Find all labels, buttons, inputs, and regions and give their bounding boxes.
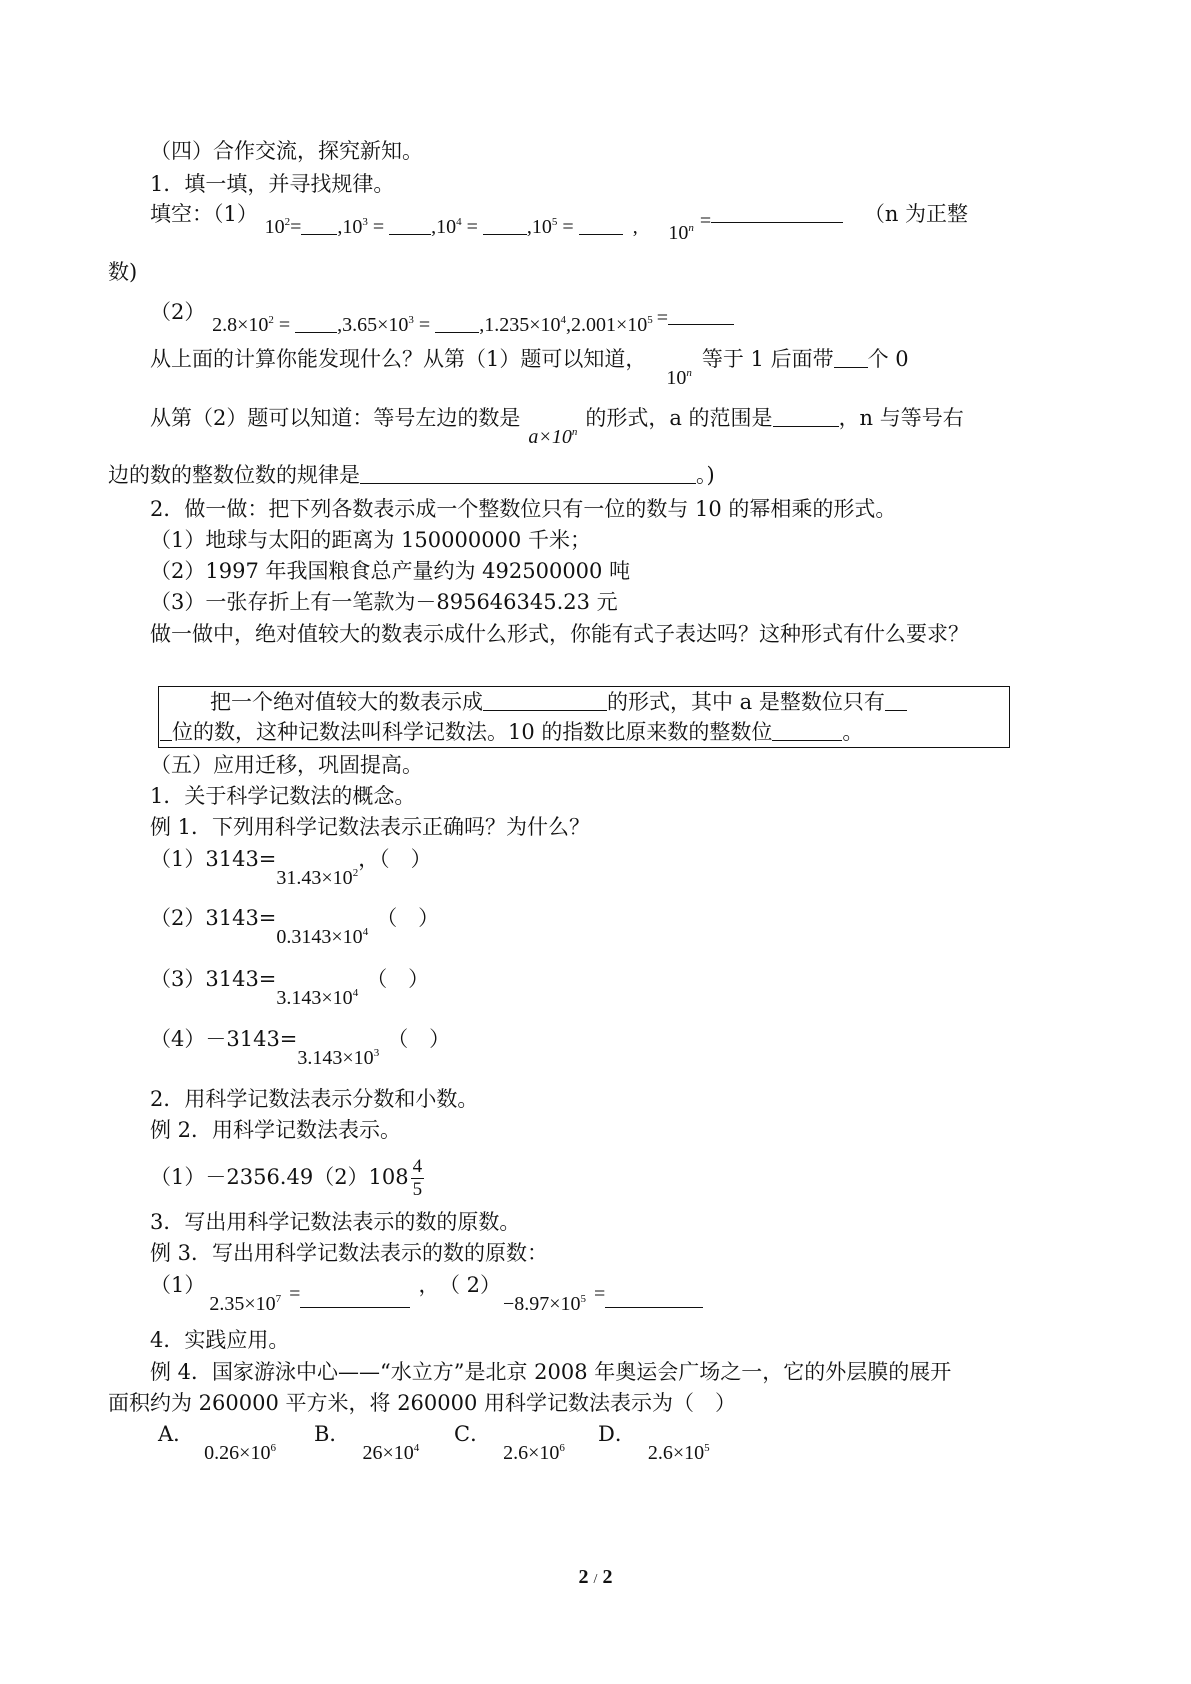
q2-item-2: （2）1997 年我国粮食总产量约为 492500000 吨 [150, 559, 631, 583]
subsection-3-title: 3．写出用科学记数法表示的数的原数。 [150, 1210, 521, 1234]
blank [605, 1287, 703, 1308]
blank [711, 202, 843, 223]
power-sequence: $10^2= ,10^3 = ,10^4 = ,10^5$ = , [264, 216, 638, 238]
math-expression: $26\times 10^4$ [362, 1442, 420, 1464]
blank [295, 312, 337, 333]
blank [483, 214, 527, 235]
choice-c: C．$2.6\times 10^6$ [454, 1420, 565, 1449]
math-expression: $31.43\times 10^2$ [276, 867, 359, 889]
ex3-line: $(1)2.35\times 10^7$ = ， （ $2)-8.97\times 10^5$ = [150, 1271, 703, 1308]
a-times-ten-to-n: $a\times 10^n$ [528, 426, 578, 448]
fill-line-1: 填空：（1） $10^2= ,10^3 = ,10^4 = ,10^5$ = , $10^n = (n$ 为正整 [150, 200, 968, 229]
math-expression: $2.35\times 10^7$ [209, 1293, 282, 1315]
ex1-item-1: $(1)3143=31.43\times 10^2$，（ ） [150, 845, 432, 874]
blank [300, 1287, 410, 1308]
blank [301, 214, 337, 235]
example-1-title: 例 1．下列用科学记数法表示正确吗？为什么？ [150, 815, 591, 839]
ex1-item-4: $(4)-3143=3.143\times 10^3$（ ） [150, 1025, 450, 1054]
n-positive-note: （n 为正整 [863, 202, 969, 226]
math-expression: $-8.97\times 10^5$ [502, 1293, 587, 1315]
choice-a: A．$0.26\times 10^6$ [158, 1420, 276, 1449]
decimal-power-sequence: $2.8\times 10^2 = ,3.65\times 10^3 = ,1.235\times 10^4,2.001\times 10^5$ = [212, 304, 734, 339]
fill-line-2 [150, 292, 734, 336]
example-4-line-2: 面积约为 260000 平方米，将 260000 用科学记数法表示为（ ） [108, 1391, 737, 1415]
choice-b: B．$26\times 10^4$ [314, 1420, 419, 1449]
blank [483, 690, 607, 711]
example-3-title: 例 3．写出用科学记数法表示的数的原数： [150, 1241, 549, 1265]
ex2-line: （1）－2356.49（2）108 $\frac{4}{5}$ [150, 1156, 423, 1200]
ten-to-n: 10$^n$ [666, 367, 692, 389]
fill-label-2: （2） [150, 300, 206, 324]
blank [772, 720, 842, 741]
blank [160, 720, 172, 741]
q2-question: 做一做中，绝对值较大的数表示成什么形式，你能有式子表达吗？这种形式有什么要求？ [150, 622, 969, 646]
blank [579, 214, 623, 235]
math-expression: $0.3143\times 10^4$ [276, 926, 369, 948]
blank [773, 406, 839, 427]
n-positive-note-cont: 数) [108, 260, 138, 284]
definition-line-2: 位的数，这种记数法叫科学记数法。10 的指数比原来数的整数位 。 [160, 718, 863, 746]
math-expression: $0.26\times 10^6$ [204, 1442, 276, 1464]
fill-label: 填空：（1） [150, 202, 258, 226]
definition-line-1: 把一个绝对值较大的数表示成 的形式，其中 a 是整数位只有 [210, 688, 907, 716]
subsection-1-title: 1．关于科学记数法的概念。 [150, 784, 416, 808]
example-4-line-1: 例 4．国家游泳中心——“水立方”是北京 2008 年奥运会广场之一，它的外层膜的展开 [150, 1360, 952, 1384]
math-expression: $3.143\times 10^3$ [297, 1047, 380, 1069]
page-number: 2 / 2 [578, 1566, 613, 1588]
ten-to-n: 10$^n$ [668, 222, 694, 244]
blank [885, 690, 907, 711]
choice-d: D．$2.6\times 10^5$ [598, 1420, 710, 1449]
question-2-title: 2．做一做：把下列各数表示成一个整数位只有一位的数与 10 的幂相乘的形式。 [150, 497, 897, 521]
blank [360, 463, 696, 484]
math-expression: $2.6\times 10^5$ [647, 1442, 710, 1464]
question-1-title: 1．填一填，并寻找规律。 [150, 172, 395, 196]
discovery-line-1: 从上面的计算你能发现什么？从第（1）题可以知道，10$^n$等于 1 后面带 个 0 [150, 345, 909, 374]
example-2-title: 例 2．用科学记数法表示。 [150, 1118, 402, 1142]
discovery-line-2: 从第（2）题可以知道：等号左边的数是$a\times 10^n$的形式，a 的范围是 ，n 与等号右 [150, 404, 964, 433]
section-4-title: （四）合作交流，探究新知。 [150, 139, 423, 163]
math-expression: $2.6\times 10^6$ [503, 1442, 565, 1464]
q2-item-3: （3）一张存折上有一笔款为－895646345.23 元 [150, 590, 618, 614]
q2-item-1: （1）地球与太阳的距离为 150000000 千米； [150, 528, 591, 552]
blank [834, 347, 868, 368]
math-expression: $3.143\times 10^4$ [276, 987, 359, 1009]
ex1-item-3: $(3)3143=3.143\times 10^4$（ ） [150, 965, 429, 994]
fraction: $\frac{4}{5}$ [412, 1156, 423, 1200]
discovery-line-3: 边的数的整数位数的规律是 。) [108, 463, 715, 487]
section-5-title: （五）应用迁移，巩固提高。 [150, 753, 423, 777]
subsection-2-title: 2．用科学记数法表示分数和小数。 [150, 1087, 479, 1111]
subsection-4-title: 4．实践应用。 [150, 1328, 290, 1352]
ex1-item-2: $(2)3143=0.3143\times 10^4$（ ） [150, 904, 439, 933]
blank [435, 312, 479, 333]
blank [389, 214, 431, 235]
blank [668, 304, 734, 325]
